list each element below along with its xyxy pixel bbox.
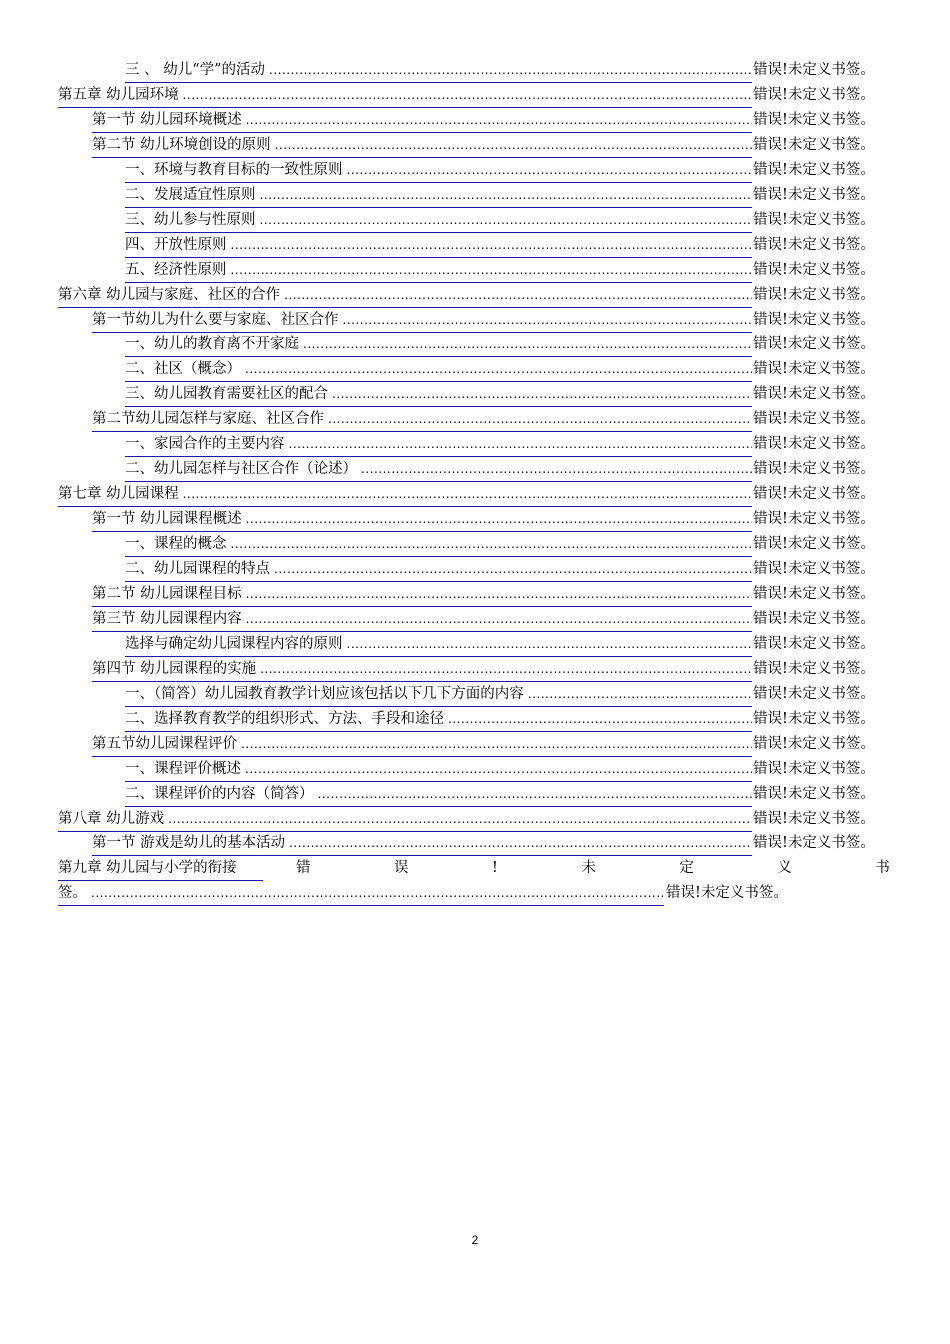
toc-entry-link[interactable] (58, 807, 752, 832)
toc-entry-link[interactable] (125, 782, 752, 807)
toc-entry-page-error: 错误!未定义书签。 (753, 511, 875, 528)
toc-entry (0, 682, 950, 707)
toc-entry-link[interactable] (125, 382, 752, 407)
toc-entry-title: 第六章 幼儿园与家庭、社区的合作 (58, 286, 281, 303)
toc-entry-page-error: 错误!未定义书签。 (753, 261, 875, 278)
spread-char: 未 (581, 860, 596, 877)
toc-entry-title: 二、幼儿园怎样与社区合作（论述） (125, 461, 357, 478)
toc-dot-leader (347, 632, 753, 657)
toc-dot-leader (183, 83, 752, 108)
toc-entry (0, 807, 950, 832)
toc-entry-link[interactable] (92, 831, 752, 856)
toc-entry-link[interactable] (125, 532, 752, 557)
toc-entry-page-error: 错误!未定义书签。 (753, 211, 875, 228)
toc-entry-page-error: 错误!未定义书签。 (753, 685, 875, 702)
toc-dot-leader (332, 382, 752, 407)
toc-dot-leader (318, 782, 753, 807)
toc-dot-leader (260, 208, 753, 233)
toc-entry-title: 第四节 幼儿园课程的实施 (92, 660, 257, 677)
toc-entry-page-error: 错误!未定义书签。 (753, 161, 875, 178)
toc-entry-title: 第五章 幼儿园环境 (58, 86, 179, 103)
toc-entry-link[interactable] (92, 582, 752, 607)
toc-entry-title: 一、环境与教育目标的一致性原则 (125, 161, 343, 178)
toc-entry (0, 258, 950, 283)
toc-dot-leader (260, 183, 753, 208)
toc-entry-title: 第一节 幼儿园课程概述 (92, 511, 242, 528)
toc-entry-title: 二、社区（概念） (125, 361, 241, 378)
toc-entry-page-error: 错误!未定义书签。 (753, 311, 875, 328)
toc-entry-title: 二、选择教育教学的组织形式、方法、手段和途径 (125, 710, 444, 727)
toc-entry-title: 第二节幼儿园怎样与家庭、社区合作 (92, 411, 324, 428)
toc-entry (0, 707, 950, 732)
toc-entry-link[interactable] (125, 457, 752, 482)
toc-entry-link[interactable] (58, 881, 664, 906)
toc-dot-leader (328, 407, 752, 432)
spread-char: ! (492, 860, 498, 877)
toc-dot-leader (246, 582, 752, 607)
toc-entry (0, 58, 950, 83)
toc-entry (0, 83, 950, 108)
toc-entry (0, 133, 950, 158)
toc-dot-leader (448, 707, 752, 732)
toc-entry (0, 482, 950, 507)
toc-entry (0, 357, 950, 382)
toc-entry (0, 308, 950, 333)
toc-entry-page-error: 错误!未定义书签。 (753, 710, 875, 727)
toc-entry-link[interactable] (125, 557, 752, 582)
toc-entry-title: 三、幼儿参与性原则 (125, 211, 256, 228)
toc-dot-leader (284, 283, 752, 308)
toc-entry (0, 332, 950, 357)
toc-entry-link[interactable] (125, 183, 752, 208)
toc-dot-leader (347, 158, 753, 183)
toc-entry-link[interactable] (125, 707, 752, 732)
toc-entry-title: 第二节 幼儿环境创设的原则 (92, 136, 271, 153)
toc-entry (0, 732, 950, 757)
toc-entry-link[interactable] (58, 283, 752, 308)
toc-entry-page-error: 错误!未定义书签。 (753, 735, 875, 752)
toc-entry-page-error: 错误!未定义书签。 (753, 136, 875, 153)
toc-dot-leader (168, 807, 752, 832)
toc-entry-link[interactable] (58, 83, 752, 108)
toc-dot-leader (528, 682, 752, 707)
toc-entry (0, 183, 950, 208)
toc-entry (0, 507, 950, 532)
toc-entry-wrapped-line2 (0, 881, 950, 906)
toc-entry (0, 632, 950, 657)
toc-entry-page-error: 错误!未定义书签。 (753, 585, 875, 602)
toc-entry-page-error: 错误!未定义书签。 (753, 186, 875, 203)
toc-entry-page-error: 错误!未定义书签。 (753, 561, 875, 577)
toc-entry-title: 四、开放性原则 (125, 236, 227, 253)
toc-entry-link[interactable] (125, 258, 752, 283)
toc-entry (0, 582, 950, 607)
toc-entry-page-error: 错误!未定义书签。 (753, 236, 875, 253)
toc-entry-page-error: 错误!未定义书签。 (753, 835, 875, 852)
toc-entry-title[interactable]: 第九章 幼儿园与小学的衔接 (58, 856, 263, 881)
toc-entry-title: 二、发展适宜性原则 (125, 186, 256, 203)
toc-entry (0, 208, 950, 233)
toc-entry-link[interactable] (125, 233, 752, 258)
toc-entry-page-error: 错误!未定义书签。 (753, 660, 875, 677)
toc-entry-title: 选择与确定幼儿园课程内容的原则 (125, 635, 343, 652)
toc-entry-link[interactable] (125, 332, 752, 357)
toc-entry-title: 一、课程的概念 (125, 536, 227, 553)
toc-entry (0, 382, 950, 407)
toc-entry-link[interactable] (58, 482, 752, 507)
toc-entry-page-error-spread (296, 856, 890, 881)
toc-entry-page-error: 错误!未定义书签。 (666, 885, 788, 902)
toc-dot-leader (303, 332, 752, 357)
toc-entry (0, 158, 950, 183)
toc-entry-link[interactable] (125, 757, 752, 782)
toc-entry-page-error: 错误!未定义书签。 (753, 610, 875, 627)
toc-dot-leader (183, 482, 752, 507)
toc-entry-page-error: 错误!未定义书签。 (753, 286, 875, 303)
toc-dot-leader (231, 233, 753, 258)
toc-entry-page-error: 错误!未定义书签。 (753, 436, 875, 453)
toc-entry-page-error: 错误!未定义书签。 (753, 635, 875, 652)
toc-entry-link[interactable] (92, 657, 752, 682)
toc-entry-title: 第二节 幼儿园课程目标 (92, 585, 242, 602)
toc-entry (0, 407, 950, 432)
toc-entry-title: 一、课程评价概述 (125, 760, 241, 777)
toc-entry-link[interactable] (92, 133, 752, 158)
toc-entry-title: 一、家园合作的主要内容 (125, 436, 285, 453)
toc-dot-leader (246, 507, 752, 532)
toc-entry-title: 第三节 幼儿园课程内容 (92, 610, 242, 627)
toc-entry-link[interactable] (92, 308, 752, 333)
toc-entry-link[interactable] (92, 607, 752, 632)
toc-dot-leader (275, 133, 752, 158)
toc-entry (0, 283, 950, 308)
toc-entry-link[interactable] (125, 357, 752, 382)
toc-dot-leader (241, 732, 752, 757)
toc-entry-link[interactable] (92, 732, 752, 757)
toc-entry (0, 532, 950, 557)
toc-entry-title: 二、课程评价的内容（简答） (125, 785, 314, 802)
toc-entry-link[interactable] (125, 208, 752, 233)
toc-entry-title: 二、幼儿园课程的特点 (125, 561, 270, 577)
spread-char: 书 (875, 860, 890, 877)
toc-entry-title: 一、幼儿的教育离不开家庭 (125, 336, 299, 353)
toc-entry (0, 557, 950, 582)
toc-entry-title: 第一节 幼儿园环境概述 (92, 111, 242, 128)
toc-dot-leader (245, 757, 752, 782)
toc-entry (0, 457, 950, 482)
toc-dot-leader (231, 532, 753, 557)
toc-entry-page-error: 错误!未定义书签。 (753, 336, 875, 353)
toc-entry-link[interactable] (125, 682, 752, 707)
toc-entry (0, 831, 950, 856)
toc-entry-link[interactable] (125, 432, 752, 457)
toc-entry-link[interactable] (125, 58, 752, 83)
toc-entry-title: 三、幼儿园教育需要社区的配合 (125, 386, 328, 403)
toc-entry-page-error: 错误!未定义书签。 (753, 62, 875, 78)
toc-entry-page-error: 错误!未定义书签。 (753, 111, 875, 128)
toc-dot-leader (289, 831, 752, 856)
toc-dot-leader (245, 357, 752, 382)
toc-entry-page-error: 错误!未定义书签。 (753, 361, 875, 378)
spread-char: 误 (394, 860, 409, 877)
toc-entry (0, 757, 950, 782)
toc-dot-leader (361, 457, 752, 482)
toc-entry-title: 第八章 幼儿游戏 (58, 810, 165, 827)
toc-entry-link[interactable] (92, 507, 752, 532)
toc-dot-leader (260, 657, 752, 682)
toc-entry-title: 三 、 幼儿“学”的活动 (125, 62, 266, 78)
toc-entry-title: 第七章 幼儿园课程 (58, 486, 179, 503)
toc-entry-title: 第一节幼儿为什么要与家庭、社区合作 (92, 311, 339, 328)
toc-dot-leader (246, 108, 752, 133)
toc-dot-leader (269, 58, 752, 83)
toc-entry-wrapped-line1 (0, 856, 950, 881)
toc-dot-leader (246, 607, 752, 632)
toc-entry-page-error: 错误!未定义书签。 (753, 760, 875, 777)
toc-entry (0, 657, 950, 682)
toc-entry-link[interactable] (92, 407, 752, 432)
toc-dot-leader (343, 308, 753, 333)
toc-dot-leader (274, 557, 752, 582)
toc-entry-title: 五、经济性原则 (125, 261, 227, 278)
toc-entry-page-error: 错误!未定义书签。 (753, 536, 875, 553)
toc-entry-link[interactable] (125, 632, 752, 657)
toc-entry-link[interactable] (125, 158, 752, 183)
toc-entry-title: 一、（简答）幼儿园教育教学计划应该包括以下几下方面的内容 (125, 685, 524, 702)
toc-entry-page-error: 错误!未定义书签。 (753, 486, 875, 503)
toc-entry (0, 233, 950, 258)
toc-dot-leader (231, 258, 753, 283)
page-number: 2 (471, 1233, 479, 1247)
toc-entry (0, 432, 950, 457)
spread-char: 定 (679, 860, 694, 877)
toc-entry-page-error: 错误!未定义书签。 (753, 86, 875, 103)
toc-entry-title: 第一节 游戏是幼儿的基本活动 (92, 835, 286, 852)
toc-entry-page-error: 错误!未定义书签。 (753, 411, 875, 428)
toc-dot-leader (289, 432, 753, 457)
toc-entry-link[interactable] (92, 108, 752, 133)
toc-entry-page-error: 错误!未定义书签。 (753, 386, 875, 403)
toc-entry (0, 108, 950, 133)
toc-entry-page-error: 错误!未定义书签。 (753, 810, 875, 827)
toc-entry-title-continuation: 签。 (58, 885, 87, 902)
toc-entry (0, 607, 950, 632)
toc-entry (0, 782, 950, 807)
toc-dot-leader (91, 881, 664, 905)
spread-char: 错 (296, 860, 311, 877)
spread-char: 义 (777, 860, 792, 877)
toc-entry-title: 第五节幼儿园课程评价 (92, 735, 237, 752)
toc-entry-page-error: 错误!未定义书签。 (753, 461, 875, 478)
toc-entry-page-error: 错误!未定义书签。 (753, 785, 875, 802)
